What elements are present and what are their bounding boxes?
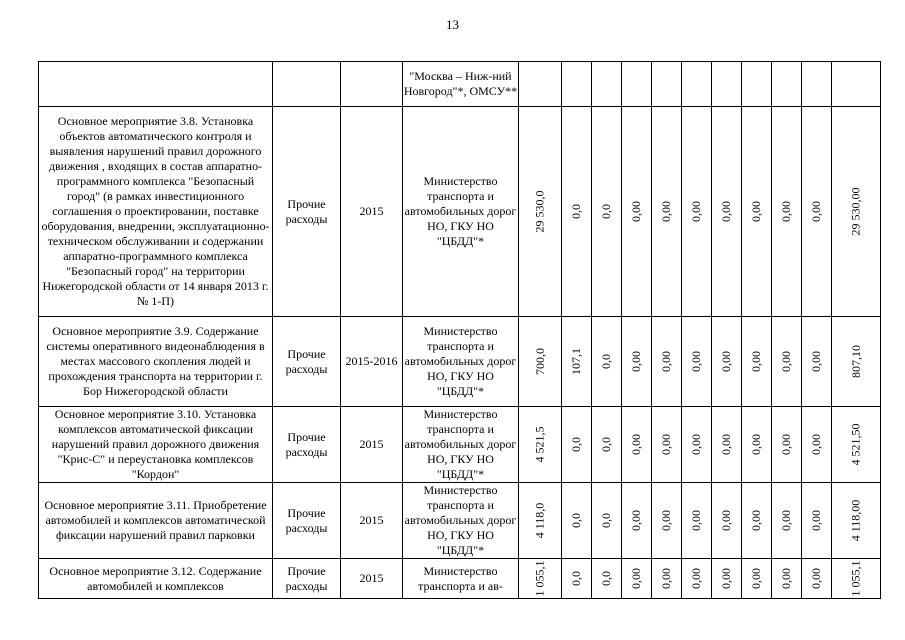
amount-cell xyxy=(592,407,622,483)
table-row xyxy=(39,107,881,317)
table-row-continued xyxy=(39,62,881,107)
amount-cell xyxy=(802,407,832,483)
amount-cell xyxy=(652,407,682,483)
amount-cell xyxy=(682,107,712,317)
expense-type-cell: Прочие расходы xyxy=(273,483,341,559)
amount-value: 0,00 xyxy=(779,510,793,531)
amount-value: 0,0 xyxy=(569,437,583,452)
amount-cell xyxy=(712,559,742,599)
amount-cell xyxy=(682,317,712,407)
amount-cell xyxy=(772,483,802,559)
amount-value: 0,00 xyxy=(689,434,703,455)
amount-cell xyxy=(832,107,881,317)
expense-type-cell: Прочие расходы xyxy=(273,107,341,317)
amount-value: 0,00 xyxy=(779,351,793,372)
amount-value: 0,00 xyxy=(629,201,643,222)
activity-name-cell: Основное мероприятие 3.10. Установка комплексов автоматической фиксации нарушений правил дорожного движения "Крис-С" и переустановка комплексов "Кордон" xyxy=(39,407,273,483)
amount-value: 0,00 xyxy=(659,510,673,531)
amount-value: 0,00 xyxy=(689,201,703,222)
amount-cell xyxy=(832,559,881,599)
amount-cell xyxy=(682,559,712,599)
table-row xyxy=(39,483,881,559)
amount-cell xyxy=(592,317,622,407)
executor-cell: Министерство транспорта и автомобильных дорог НО, ГКУ НО "ЦБДД"* xyxy=(403,483,519,559)
amount-cell xyxy=(712,407,742,483)
amount-cell xyxy=(682,407,712,483)
amount-value: 807,10 xyxy=(848,345,863,378)
amount-cell xyxy=(622,317,652,407)
amount-value: 0,00 xyxy=(809,201,823,222)
amount-value: 29 530,00 xyxy=(848,187,863,236)
amount-value: 0,00 xyxy=(629,434,643,455)
amount-value: 0,0 xyxy=(569,571,583,586)
amount-value: 0,00 xyxy=(809,568,823,589)
amount-cell xyxy=(832,407,881,483)
amount-cell xyxy=(592,107,622,317)
amount-value: 4 521,50 xyxy=(848,423,863,466)
amount-value: 0,00 xyxy=(659,201,673,222)
amount-value: 1 055,1 xyxy=(848,560,863,597)
amount-cell xyxy=(622,483,652,559)
years-cell xyxy=(341,62,403,107)
amount-cell xyxy=(742,407,772,483)
amount-value: 0,0 xyxy=(569,204,583,219)
amount-value: 0,00 xyxy=(809,510,823,531)
amount-cell xyxy=(832,317,881,407)
amount-value: 0,00 xyxy=(719,351,733,372)
years-cell: 2015 xyxy=(341,559,403,599)
amount-cell xyxy=(622,407,652,483)
amount-value: 0,00 xyxy=(719,434,733,455)
amount-cell xyxy=(772,559,802,599)
amount-cell xyxy=(562,107,592,317)
amount-value: 0,00 xyxy=(749,434,763,455)
amount-value: 1 055,1 xyxy=(532,560,547,597)
amount-cell xyxy=(519,483,562,559)
amount-cell xyxy=(742,107,772,317)
amount-value: 0,00 xyxy=(689,510,703,531)
amount-cell xyxy=(712,107,742,317)
years-cell: 2015 xyxy=(341,483,403,559)
activity-name-cell: Основное мероприятие 3.12. Содержание автомобилей и комплексов xyxy=(39,559,273,599)
years-cell: 2015 xyxy=(341,407,403,483)
years-cell: 2015-2016 xyxy=(341,317,403,407)
expense-type-cell: Прочие расходы xyxy=(273,407,341,483)
page-number: 13 xyxy=(446,17,459,32)
activity-name-cell: Основное мероприятие 3.8. Установка объектов автоматического контроля и выявления нарушений правил дорожного движения , входящих в состав аппаратно-программного комплекса "Безопасный город" (в рамках инвестиционного соглашения о проектировании, поставке оборудования, внедрении, эксплуатационно-техническом обслуживании и содержании аппаратно-программного комплекса "Безопасный город" на территории Нижегородской области от 14 января 2013 г. № 1-П) xyxy=(39,107,273,317)
amount-cell xyxy=(742,559,772,599)
amount-value: 0,00 xyxy=(659,434,673,455)
executor-cell: Министерство транспорта и автомобильных дорог НО, ГКУ НО "ЦБДД"* xyxy=(403,317,519,407)
amount-value: 0,00 xyxy=(659,568,673,589)
activity-name-cell: Основное мероприятие 3.11. Приобретение автомобилей и комплексов автоматической фиксации нарушений правил парковки xyxy=(39,483,273,559)
expense-type-cell: Прочие расходы xyxy=(273,559,341,599)
amount-value: 0,0 xyxy=(569,513,583,528)
amount-cell xyxy=(802,559,832,599)
years-cell: 2015 xyxy=(341,107,403,317)
amount-cell xyxy=(802,317,832,407)
amount-value: 0,0 xyxy=(599,354,613,369)
amount-value: 700,0 xyxy=(532,348,547,375)
name-cell xyxy=(39,62,273,107)
amount-value: 0,00 xyxy=(779,568,793,589)
amount-cell xyxy=(802,107,832,317)
amount-cell xyxy=(772,407,802,483)
amount-value: 0,00 xyxy=(809,434,823,455)
amount-value: 0,0 xyxy=(599,204,613,219)
amount-cell xyxy=(772,317,802,407)
amount-cell xyxy=(742,317,772,407)
amount-cell xyxy=(772,107,802,317)
executor-cell: Министерство транспорта и автомобильных дорог НО, ГКУ НО "ЦБДД"* xyxy=(403,107,519,317)
executor-cell: Министерство транспорта и автомобильных дорог НО, ГКУ НО "ЦБДД"* xyxy=(403,407,519,483)
table-row xyxy=(39,407,881,483)
amount-value: 0,00 xyxy=(779,434,793,455)
amount-value: 29 530,0 xyxy=(532,190,547,233)
amount-cell xyxy=(622,559,652,599)
budget-table xyxy=(38,61,881,599)
amount-cell xyxy=(562,407,592,483)
amount-value: 0,00 xyxy=(779,201,793,222)
amount-cell xyxy=(519,559,562,599)
table-row xyxy=(39,317,881,407)
amount-value: 0,00 xyxy=(719,510,733,531)
amount-value: 0,00 xyxy=(719,568,733,589)
amount-value: 0,00 xyxy=(749,201,763,222)
amount-cell xyxy=(712,483,742,559)
amount-cell xyxy=(562,483,592,559)
amount-cell xyxy=(832,483,881,559)
amount-value: 0,00 xyxy=(629,351,643,372)
amount-cell xyxy=(652,559,682,599)
amount-cell xyxy=(519,107,562,317)
amount-value: 0,00 xyxy=(659,351,673,372)
amount-cell xyxy=(652,317,682,407)
amount-value: 0,00 xyxy=(749,510,763,531)
amount-cell xyxy=(519,407,562,483)
amount-value: 0,00 xyxy=(629,510,643,531)
amount-cell xyxy=(742,483,772,559)
amount-value: 0,0 xyxy=(599,571,613,586)
amount-value: 0,00 xyxy=(689,351,703,372)
type-cell xyxy=(273,62,341,107)
amount-value: 0,00 xyxy=(629,568,643,589)
executor-cell: "Москва – Ниж-ний Новгород"*, ОМСУ** xyxy=(403,62,519,107)
expense-type-cell: Прочие расходы xyxy=(273,317,341,407)
amount-value: 0,0 xyxy=(599,513,613,528)
amount-cell xyxy=(652,107,682,317)
amount-value: 4 118,00 xyxy=(848,499,863,542)
amount-value: 0,00 xyxy=(809,351,823,372)
amount-cell xyxy=(652,483,682,559)
amount-value: 0,00 xyxy=(749,351,763,372)
amount-cell xyxy=(562,559,592,599)
amount-value: 0,0 xyxy=(599,437,613,452)
amount-value: 0,00 xyxy=(689,568,703,589)
amount-value: 4 118,0 xyxy=(532,502,547,539)
amount-cell xyxy=(519,317,562,407)
executor-cell: Министерство транспорта и ав- xyxy=(403,559,519,599)
amount-cell xyxy=(592,483,622,559)
amount-value: 0,00 xyxy=(719,201,733,222)
table-row xyxy=(39,559,881,599)
amount-value: 4 521,5 xyxy=(532,426,547,463)
amount-cell xyxy=(802,483,832,559)
amount-cell xyxy=(562,317,592,407)
amount-value: 0,00 xyxy=(749,568,763,589)
amount-cell xyxy=(622,107,652,317)
amount-cell xyxy=(682,483,712,559)
amount-value: 107,1 xyxy=(569,348,583,375)
amount-cell xyxy=(592,559,622,599)
amount-cell xyxy=(712,317,742,407)
activity-name-cell: Основное мероприятие 3.9. Содержание системы оперативного видеонаблюдения в местах массового скопления людей и прохождения транспорта на территории г. Бор Нижегородской области xyxy=(39,317,273,407)
